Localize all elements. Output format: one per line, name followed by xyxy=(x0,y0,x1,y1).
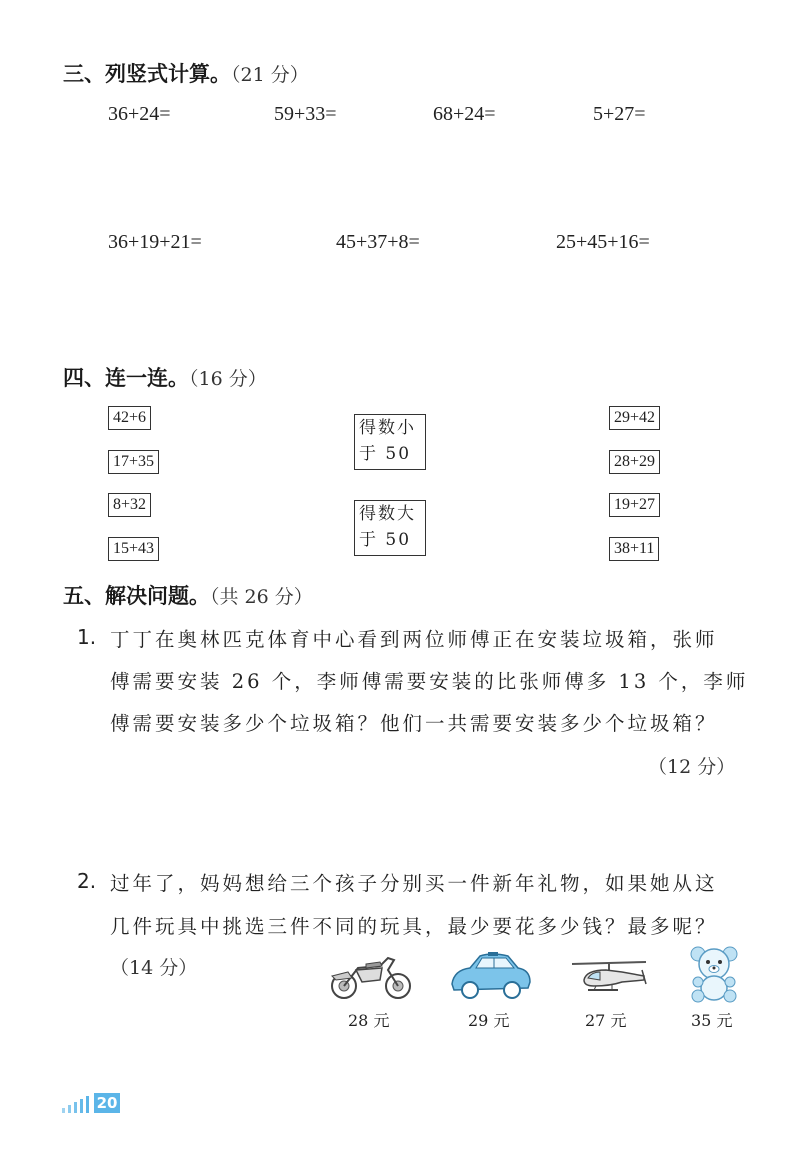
toy-price: 35 元 xyxy=(691,1011,733,1030)
center-box-line2: 于 50 xyxy=(359,444,412,464)
question-1-score: （12 分） xyxy=(648,756,736,778)
section-5-heading xyxy=(63,580,313,610)
question-2-score: （14 分） xyxy=(110,957,198,979)
match-right-item[interactable]: 38+11 xyxy=(609,537,659,561)
car-icon xyxy=(448,948,534,1002)
teddy-bear-icon xyxy=(686,944,742,1004)
question-1-number: 1. xyxy=(77,625,97,649)
section-3-title: 三、列竖式计算。 xyxy=(63,62,231,86)
section-5-score: （共 26 分） xyxy=(210,586,313,608)
toy-price: 29 元 xyxy=(468,1011,510,1030)
calc-item: 25+45+16= xyxy=(556,231,650,253)
match-right-item[interactable]: 28+29 xyxy=(609,450,660,474)
calc-item: 68+24= xyxy=(433,103,496,125)
match-center-greater-than-50[interactable] xyxy=(354,500,426,556)
center-box-line1: 得数小 xyxy=(359,418,416,438)
calc-item: 59+33= xyxy=(274,103,337,125)
toy-price: 27 元 xyxy=(585,1011,627,1030)
question-2-line: 几件玩具中挑选三件不同的玩具，最少要花多少钱？最多呢？ xyxy=(110,915,718,938)
motorcycle-icon xyxy=(328,946,414,1002)
section-3-heading xyxy=(63,58,309,88)
question-1-line: 傅需要安装 26 个，李师傅需要安装的比张师傅多 13 个，李师 xyxy=(110,670,749,693)
section-4-heading xyxy=(63,362,267,392)
question-1-line: 丁丁在奥林匹克体育中心看到两位师傅正在安装垃圾箱，张师 xyxy=(110,628,718,651)
match-center-less-than-50[interactable] xyxy=(354,414,426,470)
question-1-line: 傅需要安装多少个垃圾箱？他们一共需要安装多少个垃圾箱？ xyxy=(110,712,718,735)
match-right-item[interactable]: 29+42 xyxy=(609,406,660,430)
center-box-line1: 得数大 xyxy=(359,504,416,524)
calc-item: 36+19+21= xyxy=(108,231,202,253)
calc-item: 36+24= xyxy=(108,103,171,125)
helicopter-icon xyxy=(566,956,652,996)
section-5-title: 五、解决问题。 xyxy=(63,584,210,608)
section-3-score: （21 分） xyxy=(231,64,309,86)
section-4-score: （16 分） xyxy=(189,368,267,390)
signal-bars-icon xyxy=(60,1093,94,1113)
calc-item: 5+27= xyxy=(593,103,646,125)
question-2-number: 2. xyxy=(77,869,97,893)
match-left-item[interactable]: 42+6 xyxy=(108,406,151,430)
match-left-item[interactable]: 17+35 xyxy=(108,450,159,474)
toy-price: 28 元 xyxy=(348,1011,390,1030)
match-left-item[interactable]: 8+32 xyxy=(108,493,151,517)
section-4-title: 四、连一连。 xyxy=(63,366,189,390)
calc-item: 45+37+8= xyxy=(336,231,420,253)
match-right-item[interactable]: 19+27 xyxy=(609,493,660,517)
center-box-line2: 于 50 xyxy=(359,530,412,550)
page-number: 20 xyxy=(94,1093,120,1113)
match-left-item[interactable]: 15+43 xyxy=(108,537,159,561)
question-2-line: 过年了，妈妈想给三个孩子分别买一件新年礼物，如果她从这 xyxy=(110,872,718,895)
